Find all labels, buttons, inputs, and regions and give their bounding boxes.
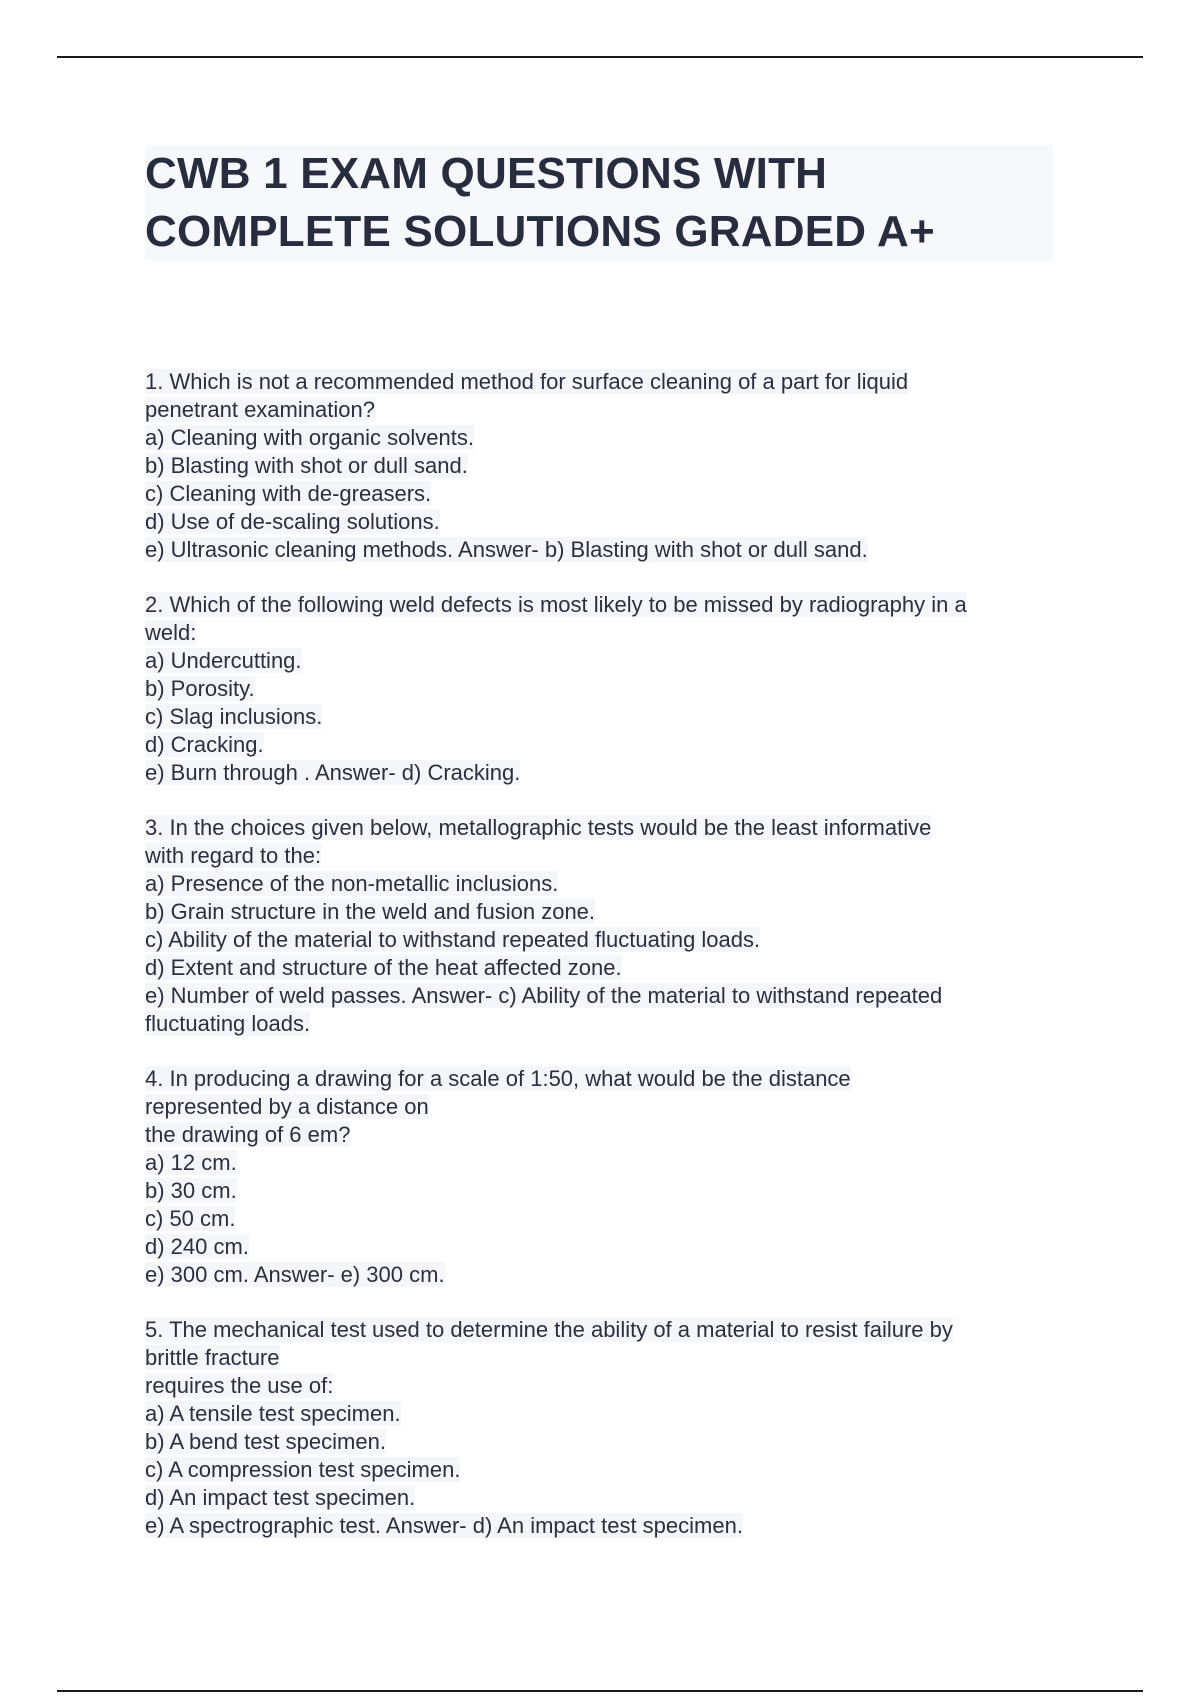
option-e-with-answer: e) Burn through . Answer- d) Cracking. xyxy=(145,760,521,785)
title-line-2: COMPLETE SOLUTIONS GRADED A+ xyxy=(145,207,935,256)
option-c: c) Ability of the material to withstand repeated fluctuating loads. xyxy=(145,927,761,952)
option-c: c) Slag inclusions. xyxy=(145,704,323,729)
option-d: d) Use of de-scaling solutions. xyxy=(145,509,440,534)
option-a: a) A tensile test specimen. xyxy=(145,1401,401,1426)
option-c: c) A compression test specimen. xyxy=(145,1457,461,1482)
option-e-with-answer: e) A spectrographic test. Answer- d) An impact test specimen. xyxy=(145,1513,743,1538)
option-b: b) A bend test specimen. xyxy=(145,1429,386,1454)
question-text-line: 4. In producing a drawing for a scale of 1:50, what would be the distance xyxy=(145,1066,851,1091)
option-a: a) 12 cm. xyxy=(145,1150,237,1175)
question-3 xyxy=(145,814,1065,1038)
option-d: d) An impact test specimen. xyxy=(145,1485,416,1510)
header-rule xyxy=(57,56,1143,58)
question-text-line: weld: xyxy=(145,620,197,645)
question-text-line: 1. Which is not a recommended method for surface cleaning of a part for liquid xyxy=(145,369,909,394)
question-text-line: penetrant examination? xyxy=(145,397,375,422)
question-text-line: 3. In the choices given below, metallographic tests would be the least informative xyxy=(145,815,932,840)
option-d: d) Extent and structure of the heat affected zone. xyxy=(145,955,622,980)
answer-continuation: fluctuating loads. xyxy=(145,1011,311,1036)
option-a: a) Undercutting. xyxy=(145,648,302,673)
option-d: d) 240 cm. xyxy=(145,1234,249,1259)
footer-rule xyxy=(57,1690,1143,1692)
question-text-line: represented by a distance on xyxy=(145,1094,429,1119)
option-b: b) 30 cm. xyxy=(145,1178,237,1203)
question-5 xyxy=(145,1316,1065,1540)
option-e-with-answer: e) Ultrasonic cleaning methods. Answer- b) Blasting with shot or dull sand. xyxy=(145,537,868,562)
option-c: c) Cleaning with de-greasers. xyxy=(145,481,432,506)
option-e-with-answer: e) 300 cm. Answer- e) 300 cm. xyxy=(145,1262,445,1287)
option-c: c) 50 cm. xyxy=(145,1206,236,1231)
question-text-line: 5. The mechanical test used to determine the ability of a material to resist failure by xyxy=(145,1317,953,1342)
question-text-line: the drawing of 6 em? xyxy=(145,1122,351,1147)
option-d: d) Cracking. xyxy=(145,732,264,757)
question-text-line: requires the use of: xyxy=(145,1373,334,1398)
option-b: b) Blasting with shot or dull sand. xyxy=(145,453,468,478)
question-2 xyxy=(145,591,1065,787)
option-a: a) Cleaning with organic solvents. xyxy=(145,425,474,450)
title-line-1: CWB 1 EXAM QUESTIONS WITH xyxy=(145,149,828,198)
document-title xyxy=(145,145,1053,261)
question-text-line: with regard to the: xyxy=(145,843,322,868)
option-a: a) Presence of the non-metallic inclusions. xyxy=(145,871,559,896)
option-e-with-answer: e) Number of weld passes. Answer- c) Ability of the material to withstand repeated xyxy=(145,983,943,1008)
question-list xyxy=(145,368,1065,1567)
question-text-line: 2. Which of the following weld defects is most likely to be missed by radiography in a xyxy=(145,592,967,617)
question-4 xyxy=(145,1065,1065,1289)
question-text-line: brittle fracture xyxy=(145,1345,280,1370)
option-b: b) Grain structure in the weld and fusion zone. xyxy=(145,899,596,924)
question-1 xyxy=(145,368,1065,564)
option-b: b) Porosity. xyxy=(145,676,255,701)
